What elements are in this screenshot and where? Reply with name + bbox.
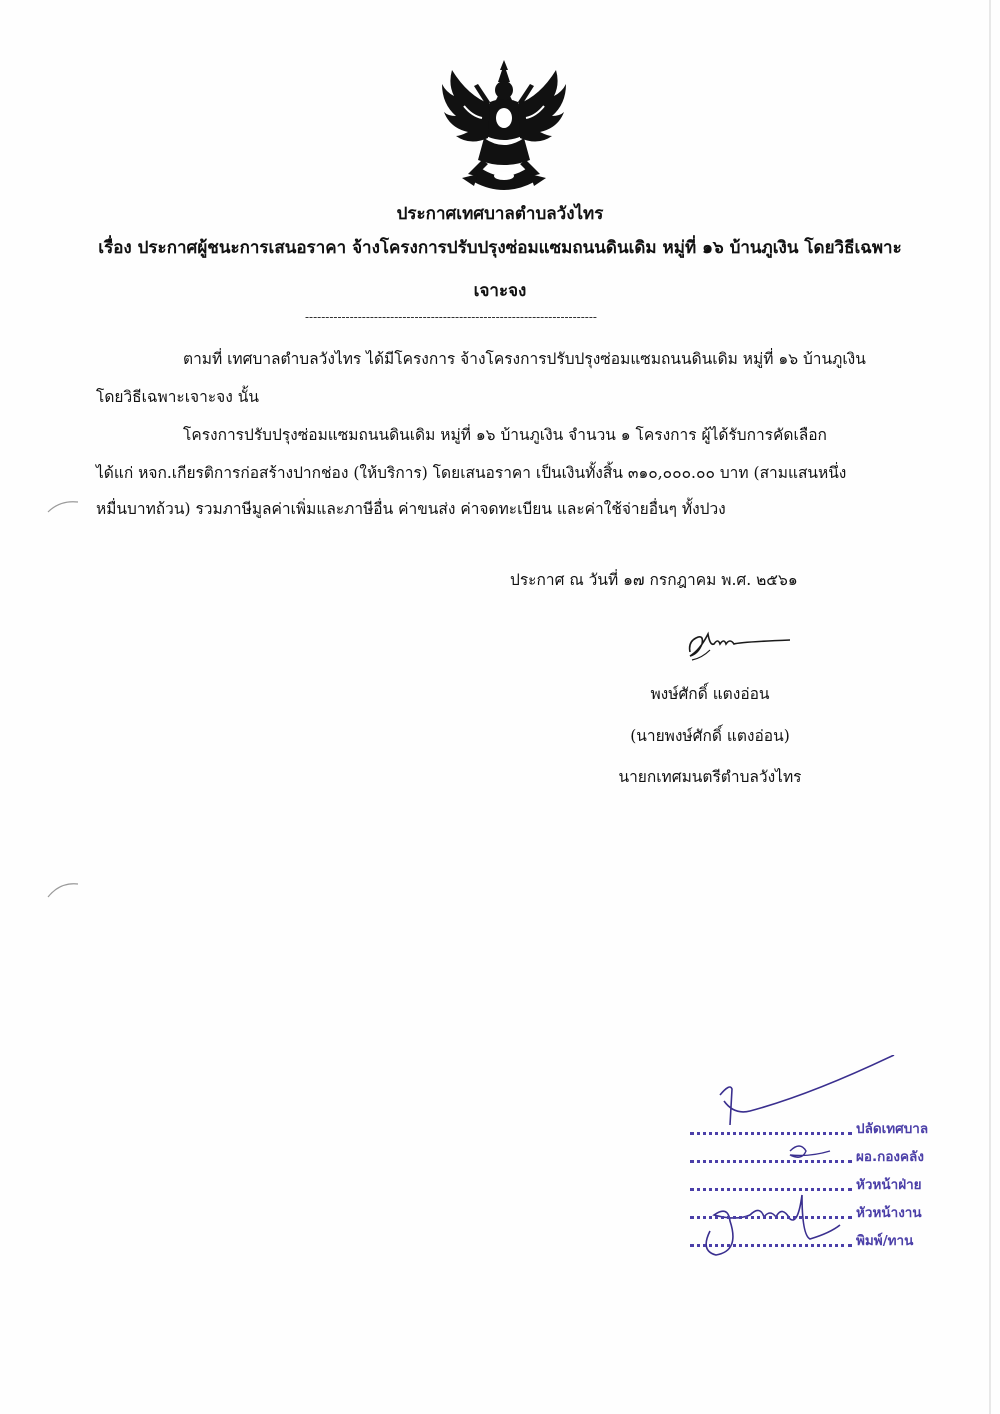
stamp-dotted-line bbox=[690, 1244, 852, 1247]
stamp-label: หัวหน้าฝ่าย bbox=[856, 1177, 922, 1193]
signer-fullname: (นายพงษ์ศักดิ์ แตงอ่อน) bbox=[630, 727, 790, 745]
stamp-label: ปลัดเทศบาล bbox=[856, 1121, 929, 1137]
signer-name: พงษ์ศักดิ์ แตงอ่อน bbox=[650, 685, 770, 703]
stamp-row-typist-checker bbox=[690, 1227, 960, 1253]
approval-stamp bbox=[690, 1055, 960, 1275]
stamp-row-unit-head bbox=[690, 1199, 960, 1225]
stamp-label: ผอ.กองคลัง bbox=[856, 1149, 924, 1165]
paragraph-2-line-2: ได้แก่ หจก.เกียรติการก่อสร้างปากช่อง (ให้บริการ) โดยเสนอราคา เป็นเงินทั้งสิ้น ๓๑๐,๐๐๐.๐๐ บาท (สามแสนหนึ่ง bbox=[96, 464, 847, 482]
signature-icon bbox=[680, 620, 800, 670]
stamp-dotted-line bbox=[690, 1160, 852, 1163]
announcement-date: ประกาศ ณ วันที่ ๑๗ กรกฎาคม พ.ศ. ๒๕๖๑ bbox=[510, 571, 798, 589]
subject-line-continued: เจาะจง bbox=[473, 281, 527, 301]
stamp-label: พิมพ์/ทาน bbox=[856, 1233, 914, 1249]
stamp-row-section-head bbox=[690, 1171, 960, 1197]
stamp-dotted-line bbox=[690, 1132, 852, 1135]
divider: ------------------------------------------------------------------------ bbox=[305, 310, 597, 324]
stamp-dotted-line bbox=[690, 1188, 852, 1191]
signer-position: นายกเทศมนตรีตำบลวังไทร bbox=[618, 768, 802, 786]
paragraph-1-line-2: โดยวิธีเฉพาะเจาะจง นั้น bbox=[96, 388, 259, 406]
stamp-row-chief-administrator bbox=[690, 1115, 960, 1141]
stamp-row-finance-director bbox=[690, 1143, 960, 1169]
subject-line: เรื่อง ประกาศผู้ชนะการเสนอราคา จ้างโครงการปรับปรุงซ่อมแซมถนนดินเดิม หมู่ที่ ๑๖ บ้านภูเงิน โดยวิธีเฉพาะ bbox=[98, 238, 902, 258]
paragraph-1-line-1: ตามที่ เทศบาลตำบลวังไทร ได้มีโครงการ จ้างโครงการปรับปรุงซ่อมแซมถนนดินเดิม หมู่ที่ ๑๖ บ้านภูเงิน bbox=[183, 350, 866, 368]
stamp-dotted-line bbox=[690, 1216, 852, 1219]
document-title: ประกาศเทศบาลตำบลวังไทร bbox=[396, 204, 604, 224]
paragraph-2-line-3: หมื่นบาทถ้วน) รวมภาษีมูลค่าเพิ่มและภาษีอื่น ค่าขนส่ง ค่าจดทะเบียน และค่าใช้จ่ายอื่นๆ ทั้งปวง bbox=[96, 500, 726, 518]
garuda-emblem-icon bbox=[438, 56, 570, 198]
stamp-label: หัวหน้างาน bbox=[856, 1205, 922, 1221]
paragraph-2-line-1: โครงการปรับปรุงซ่อมแซมถนนดินเดิม หมู่ที่ ๑๖ บ้านภูเงิน จำนวน ๑ โครงการ ผู้ได้รับการคัดเลือก bbox=[183, 426, 827, 444]
